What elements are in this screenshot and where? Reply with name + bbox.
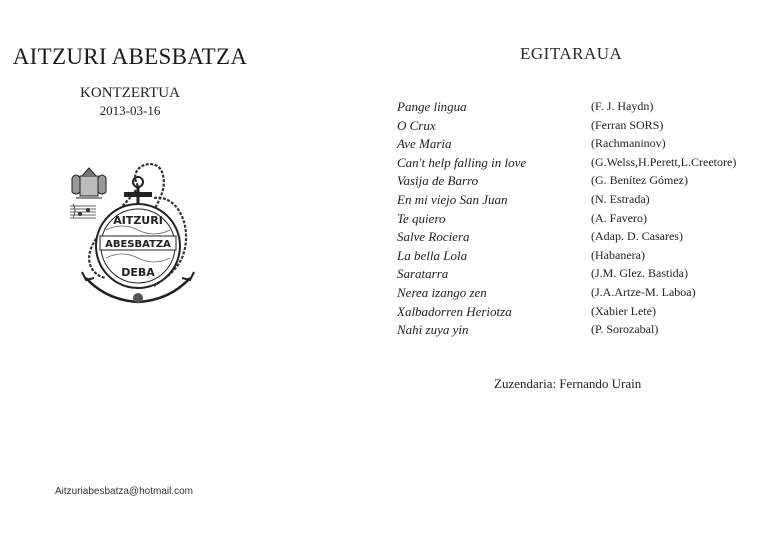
- composer: (J.M. Glez. Bastida): [591, 266, 688, 281]
- song-title: Nerea izango zen: [397, 284, 487, 300]
- song-title: Xalbadorren Heriotza: [397, 303, 512, 319]
- song-title: En mi viejo San Juan: [397, 191, 508, 207]
- composer: (F. J. Haydn): [591, 99, 654, 113]
- email-address: Aitzuriabesbatza@hotmail.com: [55, 486, 193, 497]
- composer: (P. Sorozabal): [591, 322, 659, 337]
- coat-of-arms-icon: [72, 168, 106, 198]
- program-list: [397, 99, 757, 341]
- program-item: [397, 229, 757, 248]
- composer: (Adap. D. Casares): [591, 229, 683, 244]
- song-title: Ave Maria: [397, 136, 452, 152]
- program-item: [397, 266, 757, 285]
- composer: (Habanera): [591, 247, 645, 262]
- program-item: [397, 155, 757, 174]
- program-item: [397, 99, 757, 118]
- song-title: Vasija de Barro: [397, 173, 479, 189]
- program-item: [397, 285, 757, 304]
- composer: (Rachmaninov): [591, 136, 666, 151]
- composer: (A. Favero): [591, 210, 647, 225]
- composer: (Xabier Lete): [591, 303, 656, 318]
- svg-text:DEBA: DEBA: [121, 266, 155, 279]
- program-item: [397, 211, 757, 230]
- program-item: [397, 136, 757, 155]
- anchor-emblem-icon: [66, 158, 206, 308]
- composer: (Ferran SORS): [591, 117, 664, 132]
- event-date: 2013-03-16: [99, 103, 161, 118]
- song-title: Saratarra: [397, 266, 449, 282]
- program-item: [397, 173, 757, 192]
- program-item: [397, 118, 757, 137]
- svg-text:AITZURI: AITZURI: [113, 214, 163, 227]
- composer: (G.Welss,H.Perett,L.Creetore): [591, 154, 737, 169]
- song-title: Te quiero: [397, 210, 446, 226]
- composer: (G. Benítez Gómez): [591, 173, 688, 188]
- composer: (J.A.Artze-M. Laboa): [591, 284, 696, 299]
- composer: (N. Estrada): [591, 191, 650, 206]
- program-item: [397, 248, 757, 267]
- event-label: KONTZERTUA: [80, 85, 180, 101]
- song-title: Nahi zuya yin: [397, 322, 469, 338]
- song-title: Salve Rociera: [397, 229, 470, 245]
- choir-name: AITZURI ABESBATZA: [12, 44, 248, 69]
- conductor: Zuzendaria: Fernando Urain: [494, 376, 642, 391]
- song-title: Pange lingua: [397, 99, 467, 114]
- song-title: La bella Lola: [397, 247, 468, 263]
- program-item: [397, 304, 757, 323]
- svg-text:ABESBATZA: ABESBATZA: [105, 239, 171, 250]
- program-item: [397, 322, 757, 341]
- song-title: Can't help falling in love: [397, 154, 527, 170]
- music-staff-icon: [70, 204, 96, 218]
- song-title: O Crux: [397, 117, 436, 133]
- program-item: [397, 192, 757, 211]
- program-title: EGITARAUA: [520, 44, 623, 63]
